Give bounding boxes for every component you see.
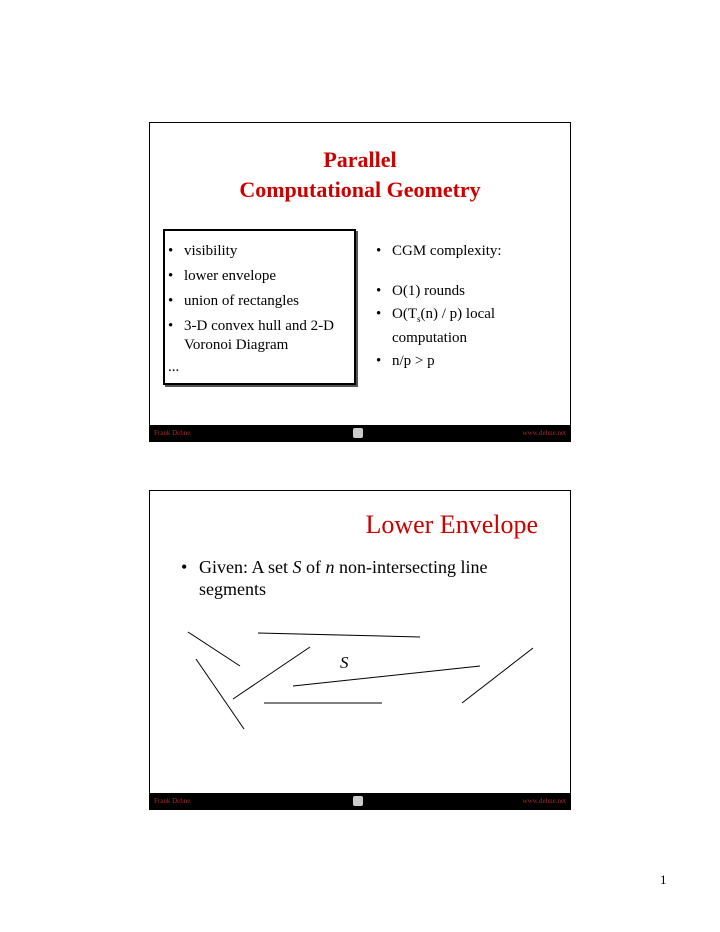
list-item: • 3-D convex hull and 2-D Voronoi Diagram (168, 318, 334, 353)
slide-parallel-computational-geometry (149, 122, 571, 442)
list-item: • lower envelope (168, 268, 277, 284)
slide-footer (150, 793, 570, 809)
cgm-list (376, 242, 556, 375)
slide-lower-envelope (149, 490, 571, 810)
segment (233, 647, 310, 699)
ellipsis: ... (168, 359, 180, 375)
footer-url: www.dehne.net (522, 429, 566, 437)
segment (462, 648, 533, 703)
slide-title (150, 145, 570, 205)
slide-title: Lower Envelope (365, 510, 538, 539)
list-item: • union of rectangles (168, 293, 299, 309)
list-item: • n/p > p (376, 353, 435, 369)
list-item: • Given: A set S of n non-intersecting line segments (181, 557, 488, 599)
footer-author: Frank Dehne (154, 429, 191, 437)
title-line-2: Computational Geometry (239, 177, 481, 202)
set-s-label: S (340, 653, 349, 672)
list-item: • visibility (168, 243, 238, 259)
university-logo-icon (353, 428, 363, 438)
footer-url: www.dehne.net (522, 797, 566, 805)
segment (196, 659, 244, 729)
segment (188, 632, 240, 666)
list-item: • O(1) rounds (376, 283, 465, 299)
list-item: • CGM complexity: (376, 243, 502, 259)
segment (258, 633, 420, 637)
segment (293, 666, 480, 686)
university-logo-icon (353, 796, 363, 806)
line-segments-figure (150, 491, 570, 791)
problems-list (168, 242, 358, 361)
footer-author: Frank Dehne (154, 797, 191, 805)
page-number: 1 (660, 872, 667, 887)
title-line-1: Parallel (323, 147, 397, 172)
slide-footer (150, 425, 570, 441)
list-item: • $O(T_s(n) / p)$ local computation (376, 306, 496, 346)
